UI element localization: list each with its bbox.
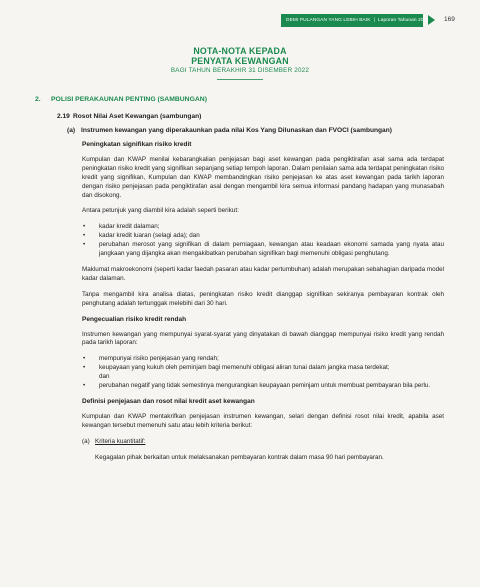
bullet-icon: • xyxy=(83,241,86,249)
list-item-text: kadar kredit luaran (selagi ada); dan xyxy=(99,232,200,240)
paragraph: Kumpulan dan KWAP mentakrifkan penjejasan instrumen kewangan, selari dengan definisi rosot nilai kredit, apabila aset kewangan tersebut memenuhi satu atau lebih kriteria berikut: xyxy=(82,412,444,429)
subsection-number: 2.19 xyxy=(57,113,70,120)
paragraph: Antara petunjuk yang diambil kira adalah seperti berikut: xyxy=(82,207,239,215)
heading-low-credit-risk: Pengecualian risiko kredit rendah xyxy=(82,315,187,323)
criteria-text: Kegagalan pihak berkaitan untuk melaksanakan pembayaran kontrak dalam masa 90 hari pembayaran. xyxy=(95,453,384,461)
bullet-icon: • xyxy=(83,355,86,363)
list-item-text: mempunyai risiko penjejasan yang rendah; xyxy=(99,355,219,363)
list-item xyxy=(82,232,444,241)
section-heading xyxy=(35,96,207,103)
list-item xyxy=(82,223,444,232)
header-tagline: DEMI PULANGAN YANG LEBIH BAIK xyxy=(286,18,371,23)
bullet-icon: • xyxy=(83,223,86,231)
header-bar xyxy=(0,12,480,30)
paragraph: Maklumat makroekonomi (seperti kadar faedah pasaran atau kadar pertumbuhan) adalah merupakan sebahagian daripada model kadar dalaman. xyxy=(82,265,444,282)
list-item-text: perubahan negatif yang tidak semestinya mengurangkan keupayaan peminjam untuk membuat pembayaran bila perlu. xyxy=(99,382,431,390)
header-separator: | xyxy=(373,18,375,23)
title-line-1: NOTA-NOTA KEPADA xyxy=(193,46,287,56)
criteria-heading xyxy=(82,438,444,447)
list-item xyxy=(82,241,444,259)
bullet-icon: • xyxy=(83,232,86,240)
item-a-label: (a) xyxy=(67,127,76,134)
criteria-title: Kriteria kuantitatif: xyxy=(95,437,146,445)
paragraph: Kumpulan dan KWAP menilai kebarangkalian penjejasan bagi aset kewangan pada pengiktirafan asal sama ada terdapat peningkatan risiko kredit yang signifikan sepanjang setiap tempoh laporan. Dalam penilaian sama ada terdapat peningkatan risiko kredit yang signifikan, Kumpulan dan KWAP membandingkan risiko penjejasan ke atas aset kewangan pada tarikh laporan dengan risiko penjejasan pada pengiktirafan asal dengan mengambil kira semua informasi pandang hadapan yang munasabah dan disokong. xyxy=(82,155,444,199)
item-a-title: Instrumen kewangan yang diperakaunkan pada nilai Kos Yang Dilunaskan dan FVOCI (sambungan) xyxy=(81,127,392,134)
criteria-label: (a) xyxy=(82,437,90,445)
title-line-3: BAGI TAHUN BERAKHIR 31 DISEMBER 2022 xyxy=(170,67,310,74)
list-item-text: kadar kredit dalaman; xyxy=(99,223,160,231)
list-item xyxy=(82,382,444,391)
page-number: 169 xyxy=(444,16,455,23)
title-line-2: PENYATA KEWANGAN xyxy=(191,56,289,66)
section-title: POLISI PERAKAUNAN PENTING (SAMBUNGAN) xyxy=(51,96,207,103)
list-item xyxy=(82,364,444,373)
body-content xyxy=(82,141,444,462)
paragraph: Instrumen kewangan yang mempunyai syarat-syarat yang dinyatakan di bawah dianggap mempunyai risiko kredit yang rendah pada tarikh laporan: xyxy=(82,330,444,347)
subsection-title: Rosot Nilai Aset Kewangan (sambungan) xyxy=(73,113,202,120)
paragraph: Tanpa mengambil kira analisa diatas, peningkatan risiko kredit dianggap signifikan sekiranya pembayaran kontrak oleh penghutang adalah tertunggak melebihi dari 30 hari. xyxy=(82,290,444,307)
bullet-icon: • xyxy=(83,364,86,372)
heading-credit-risk-increase: Peningkatan signifikan risiko kredit xyxy=(82,141,192,148)
bullet-icon: • xyxy=(83,382,86,390)
header-report: Laporan Tahunan 2022 xyxy=(377,18,430,23)
heading-default-definition: Definisi penjejasan dan rosot nilai kredit aset kewangan xyxy=(82,397,255,405)
page-title xyxy=(0,46,480,80)
title-divider xyxy=(217,79,263,80)
item-a-heading xyxy=(67,127,392,134)
indicator-list xyxy=(82,223,444,259)
list-item-text: keupayaan yang kukuh oleh peminjam bagi memenuhi obligasi aliran tunai dalam jangka masa terdekat; xyxy=(99,364,390,372)
list-item xyxy=(82,355,444,364)
list-conjunction: dan xyxy=(99,373,110,381)
header-tag xyxy=(281,14,430,27)
condition-list xyxy=(82,355,444,391)
subsection-heading xyxy=(57,113,201,120)
section-number: 2. xyxy=(35,96,41,103)
list-item-text: perubahan merosot yang signifikan di dalam perniagaan, kewangan atau keadaan ekonomi samada yang nyata atau jangkaan yang dijangka akan mengakibatkan perubahan signifikan bagi memenuhi obligasi penghutang. xyxy=(99,241,444,258)
chevron-right-icon xyxy=(428,15,435,25)
